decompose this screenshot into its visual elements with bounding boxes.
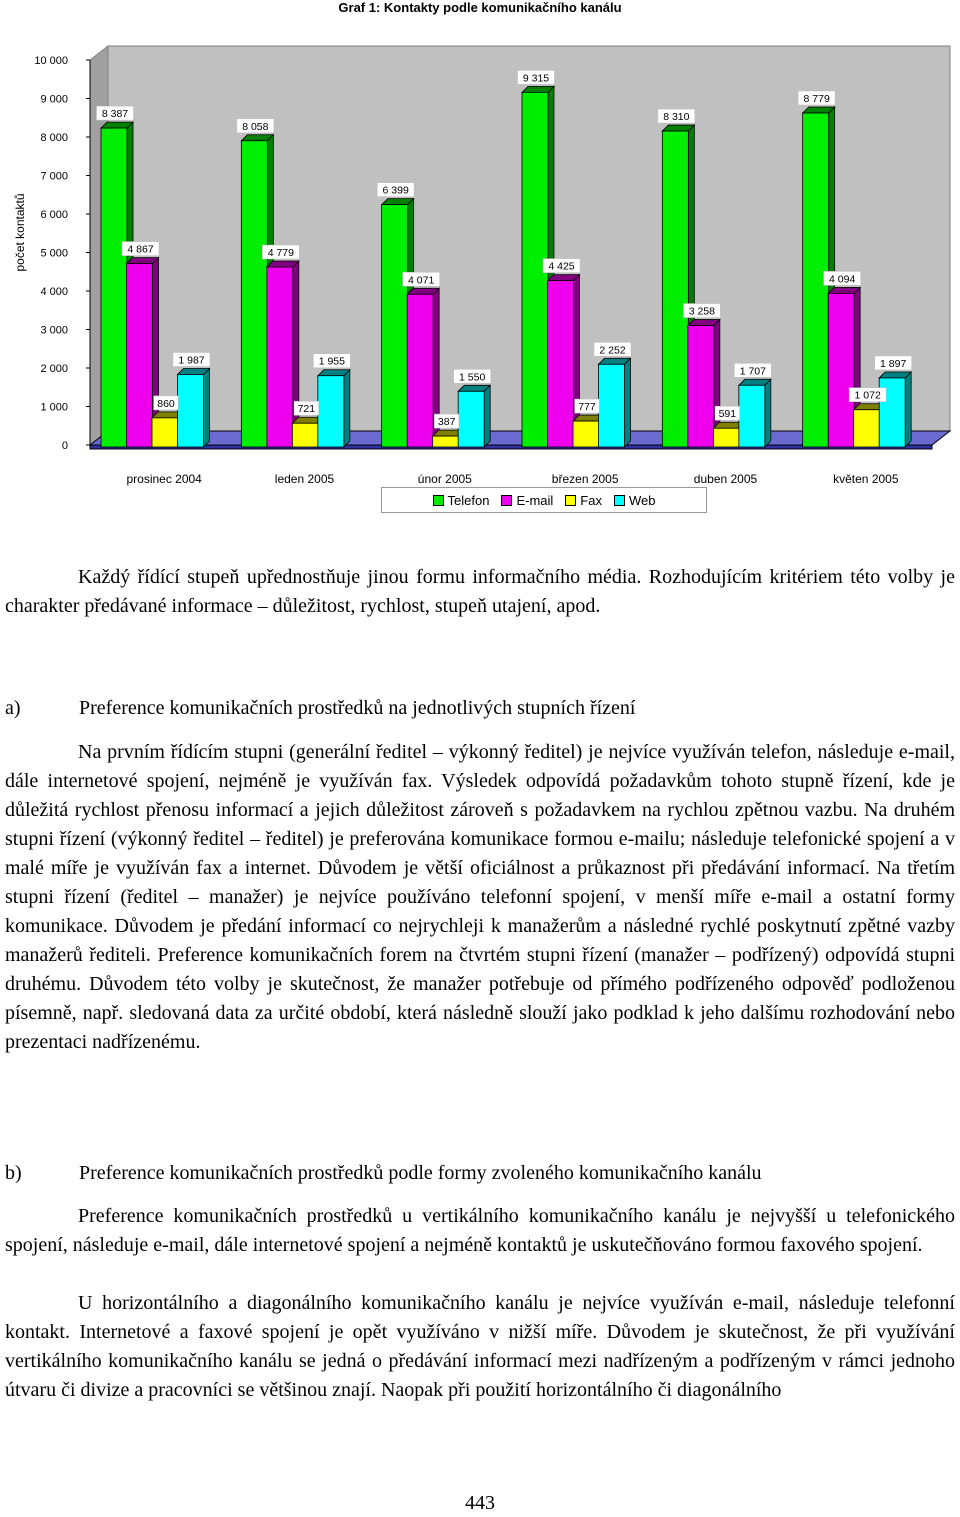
bar-4-2 xyxy=(713,428,739,447)
bar-side-3-3 xyxy=(625,358,631,447)
data-label-3-1: 4 425 xyxy=(548,260,575,273)
bar-top-2-3 xyxy=(458,385,490,391)
paragraph-intro: Každý řídící stupeň upřednostňuje jinou formu informačního média. Rozhodujícím kritériem této volby je charakter předávané informace – důležitost, rychlost, stupeň utajení, apod. xyxy=(5,566,955,617)
heading-a-block xyxy=(5,694,955,723)
bar-top-0-3 xyxy=(178,369,210,375)
data-label-2-0: 6 399 xyxy=(382,184,409,197)
y-tick-label: 2 000 xyxy=(40,363,68,375)
legend-label-fax: Fax xyxy=(580,492,602,508)
legend-swatch-fax xyxy=(565,495,576,506)
x-tick-label-4: duben 2005 xyxy=(693,472,758,486)
data-label-1-2: 721 xyxy=(297,403,316,416)
data-label-0-3: 1 987 xyxy=(178,354,205,367)
paragraph-b1-block xyxy=(5,1202,955,1260)
paragraph-b2-block xyxy=(5,1289,955,1405)
bar-1-1 xyxy=(267,267,293,447)
bar-1-2 xyxy=(292,423,318,447)
bar-2-3 xyxy=(458,391,484,447)
y-axis-title: počet kontaktů xyxy=(13,193,27,272)
data-label-0-1: 4 867 xyxy=(127,243,154,256)
bar-top-5-3 xyxy=(879,372,911,378)
data-label-5-3: 1 897 xyxy=(880,357,907,370)
bar-top-3-1 xyxy=(548,275,580,281)
data-label-0-0: 8 387 xyxy=(101,108,129,121)
bar-top-2-1 xyxy=(407,288,439,294)
bar-top-0-0 xyxy=(101,122,133,128)
y-tick-label: 6 000 xyxy=(40,209,68,221)
data-label-5-2: 1 072 xyxy=(854,389,881,402)
heading-b-block xyxy=(5,1159,955,1188)
y-tick-label: 8 000 xyxy=(40,132,68,144)
data-label-1-1: 4 779 xyxy=(267,247,294,260)
bar-side-4-3 xyxy=(765,379,771,447)
legend-label-web: Web xyxy=(628,492,656,508)
bar-4-1 xyxy=(688,326,714,447)
data-label-1-3: 1 955 xyxy=(318,355,345,368)
bar-top-5-1 xyxy=(828,287,860,293)
paragraph-intro-block xyxy=(5,563,955,621)
bar-0-1 xyxy=(127,264,153,447)
bar-3-3 xyxy=(599,364,625,447)
paragraph-b1: Preference komunikačních prostředků u vertikálního komunikačního kanálu je nejvyšší u telefonického spojení, následuje e-mail, dále internetové spojení a nejméně kontaktů je uskutečňováno formou faxového spojení. xyxy=(5,1205,955,1256)
bar-top-3-0 xyxy=(522,86,554,92)
legend-swatch-web xyxy=(614,495,625,506)
heading-a-letter: a) xyxy=(5,697,21,719)
paragraph-a-block xyxy=(5,738,955,1057)
bar-side-1-3 xyxy=(344,370,350,447)
data-label-4-2: 591 xyxy=(718,408,737,421)
data-label-0-2: 860 xyxy=(157,397,175,410)
y-tick-label: 7 000 xyxy=(40,170,68,183)
data-label-5-1: 4 094 xyxy=(829,273,856,286)
data-label-4-3: 1 707 xyxy=(739,365,766,378)
legend-swatch-telefon xyxy=(433,495,444,506)
bar-5-1 xyxy=(828,293,854,447)
x-tick-label-1: leden 2005 xyxy=(274,472,335,486)
bar-4-3 xyxy=(739,385,765,447)
bar-top-3-3 xyxy=(599,358,631,364)
bar-2-2 xyxy=(433,436,459,447)
y-tick-label: 3 000 xyxy=(40,324,68,337)
bar-1-0 xyxy=(241,141,267,447)
bar-top-2-0 xyxy=(382,199,414,205)
x-tick-label-2: únor 2005 xyxy=(417,472,472,486)
bar-top-4-3 xyxy=(739,379,771,385)
paragraph-b2: U horizontálního a diagonálního komunikačního kanálu je nejvíce využíván e-mail, následuje telefonní kontakt. Internetové a faxové spojení je opět využíváno v nižší míře. Důvodem je skutečnost, že při využívání vertikálního komunikačního kanálu se jedná o předávání informací mezi nadřízeným a podřízeným v rámci jednoho útvaru či divize a pracovníci se většinou znají. Naopak při použití horizontálního či diagonálního xyxy=(5,1292,955,1401)
bar-top-0-1 xyxy=(127,258,159,264)
chart-title: Graf 1: Kontakty podle komunikačního kanálu xyxy=(338,0,622,15)
y-tick-label: 5 000 xyxy=(40,247,68,260)
paragraph-a: Na prvním řídícím stupni (generální ředitel – výkonný ředitel) je nejvíce využíván telefon, následuje e-mail, dále internetové spojení, nejméně je využíván fax. Výsledek odpovídá požadavkům tohoto stupně řízení, kde je důležitá rychlost přenosu informací a jejich důležitost zároveň s požadavkem na rychlou zpětnou vazbu. Na druhém stupni řízení (výkonný ředitel – ředitel) je preferována komunikace formou e-mailu; následuje telefonické spojení a v malé míře je využíván fax a internet. Důvodem je větší oficiálnost a průkaznost při předávání informací. Na třetím stupni řízení (ředitel – manažer) je nejvíce používáno telefonní spojení, v menší míře e-mail a ostatní formy komunikace. Důvodem je předání informací co nejrychleji k manažerům a následné rychlé poskytnutí zpětné vazby manažerů řediteli. Preference komunikačních forem na čtvrtém stupni řízení (manažer – podřízený) odpovídá stupni druhému. Důvodem této volby je skutečnost, že manažer potřebuje od přímého podřízeného odpověď podloženou písemně, např. sledovaná data za určité období, která následně slouží jako podklad k jeho dalšímu rozhodování nebo prezentaci nadřízenému. xyxy=(5,741,955,1053)
data-label-5-0: 8 779 xyxy=(803,93,830,106)
bar-chart xyxy=(0,16,960,486)
legend-item-fax xyxy=(565,493,602,508)
bar-top-5-0 xyxy=(803,107,835,113)
y-tick-label: 10 000 xyxy=(34,55,68,67)
bar-top-1-3 xyxy=(318,370,350,376)
heading-a-text: Preference komunikačních prostředků na jednotlivých stupních řízení xyxy=(79,697,636,719)
bar-0-0 xyxy=(101,128,127,447)
legend-label-email: E-mail xyxy=(516,492,554,508)
bar-1-3 xyxy=(318,376,344,447)
legend-item-email xyxy=(501,493,553,508)
bar-2-0 xyxy=(382,205,408,447)
page-number: 443 xyxy=(465,1492,495,1514)
y-tick-label: 4 000 xyxy=(40,286,68,298)
bar-3-2 xyxy=(573,421,599,447)
bar-5-2 xyxy=(854,410,880,447)
bar-top-1-0 xyxy=(241,135,273,141)
x-tick-label-5: květen 2005 xyxy=(833,472,899,486)
bar-top-4-0 xyxy=(662,125,694,131)
bar-side-2-3 xyxy=(484,385,490,447)
bar-3-1 xyxy=(548,281,574,447)
legend-swatch-email xyxy=(501,495,512,506)
data-label-4-1: 3 258 xyxy=(688,305,715,318)
data-label-4-0: 8 310 xyxy=(663,111,690,124)
bar-4-0 xyxy=(662,131,688,447)
data-label-2-2: 387 xyxy=(437,416,456,429)
y-tick-label: 9 000 xyxy=(40,93,68,106)
bar-top-4-1 xyxy=(688,320,720,326)
data-label-3-3: 2 252 xyxy=(599,344,626,357)
data-label-2-1: 4 071 xyxy=(408,274,435,287)
y-tick-label: 0 xyxy=(61,440,68,452)
legend-item-web xyxy=(614,493,656,508)
data-label-1-0: 8 058 xyxy=(242,120,269,133)
heading-a xyxy=(5,694,955,723)
heading-b-text: Preference komunikačních prostředků podle formy zvoleného komunikačního kanálu xyxy=(79,1162,762,1184)
bar-side-5-3 xyxy=(905,372,911,447)
legend-label-telefon: Telefon xyxy=(447,492,490,508)
bar-0-3 xyxy=(178,375,204,447)
heading-b xyxy=(5,1159,955,1188)
x-tick-label-3: březen 2005 xyxy=(551,472,619,486)
y-tick-label: 1 000 xyxy=(40,401,68,414)
chart-legend xyxy=(381,487,707,513)
data-label-3-0: 9 315 xyxy=(522,72,550,85)
bar-top-1-1 xyxy=(267,261,299,267)
x-tick-label-0: prosinec 2004 xyxy=(126,472,202,486)
heading-b-letter: b) xyxy=(5,1162,22,1184)
legend-item-telefon xyxy=(433,493,490,508)
bar-side-0-3 xyxy=(204,369,210,447)
data-label-2-3: 1 550 xyxy=(459,371,486,384)
bar-0-2 xyxy=(152,418,178,447)
data-label-3-2: 777 xyxy=(578,401,596,414)
bar-2-1 xyxy=(407,294,433,447)
